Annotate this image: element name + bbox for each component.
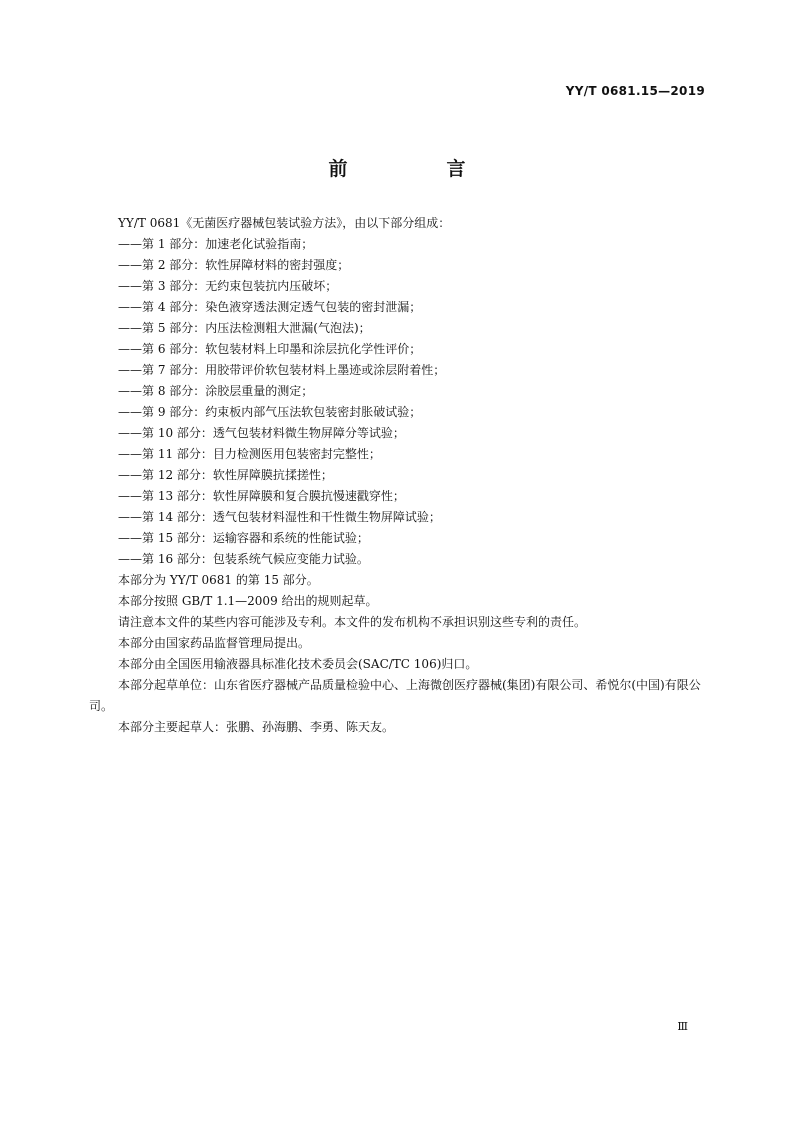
list-item: ——第 5 部分：内压法检测粗大泄漏(气泡法)； bbox=[118, 321, 371, 335]
standard-code: YY/T 0681.15—2019 bbox=[565, 84, 705, 98]
list-item: ——第 6 部分：软包装材料上印墨和涂层抗化学性评价； bbox=[118, 342, 422, 356]
paragraph: 请注意本文件的某些内容可能涉及专利。本文件的发布机构不承担识别这些专利的责任。 bbox=[118, 615, 587, 629]
list-item: ——第 9 部分：约束板内部气压法软包装密封胀破试验； bbox=[118, 405, 422, 419]
paragraph: 本部分由国家药品监督管理局提出。 bbox=[118, 636, 311, 650]
page-number: Ⅲ bbox=[677, 1020, 688, 1033]
foreword-body bbox=[89, 213, 707, 738]
list-item: ——第 4 部分：染色液穿透法测定透气包装的密封泄漏； bbox=[118, 300, 422, 314]
paragraph: 本部分为 YY/T 0681 的第 15 部分。 bbox=[118, 573, 319, 587]
parts-list bbox=[89, 234, 707, 570]
paragraph: 本部分主要起草人：张鹏、孙海鹏、李勇、陈天友。 bbox=[118, 720, 395, 734]
list-item: ——第 16 部分：包装系统气候应变能力试验。 bbox=[118, 552, 369, 566]
list-item: ——第 8 部分：涂胶层重量的测定； bbox=[118, 384, 314, 398]
intro-text: YY/T 0681《无菌医疗器械包装试验方法》，由以下部分组成： bbox=[118, 216, 451, 230]
list-item: ——第 3 部分：无约束包装抗内压破坏； bbox=[118, 279, 338, 293]
paragraph: 本部分由全国医用输液器具标准化技术委员会(SAC/TC 106)归口。 bbox=[118, 657, 478, 671]
list-item: ——第 1 部分：加速老化试验指南； bbox=[118, 237, 314, 251]
paragraph: 本部分按照 GB/T 1.1—2009 给出的规则起草。 bbox=[118, 594, 378, 608]
list-item: ——第 10 部分：透气包装材料微生物屏障分等试验； bbox=[118, 426, 405, 440]
list-item: ——第 13 部分：软性屏障膜和复合膜抗慢速戳穿性； bbox=[118, 489, 405, 503]
list-item: ——第 7 部分：用胶带评价软包装材料上墨迹或涂层附着性； bbox=[118, 363, 446, 377]
list-item: ——第 15 部分：运输容器和系统的性能试验； bbox=[118, 531, 369, 545]
list-item: ——第 12 部分：软性屏障膜抗揉搓性； bbox=[118, 468, 333, 482]
list-item: ——第 14 部分：透气包装材料湿性和干性微生物屏障试验； bbox=[118, 510, 441, 524]
paragraph: 本部分起草单位：山东省医疗器械产品质量检验中心、上海微创医疗器械(集团)有限公司、希悦尔(中国)有限公司。 bbox=[89, 678, 701, 713]
list-item: ——第 11 部分：目力检测医用包装密封完整性； bbox=[118, 447, 381, 461]
page-title: 前 言 bbox=[328, 158, 506, 180]
list-item: ——第 2 部分：软性屏障材料的密封强度； bbox=[118, 258, 350, 272]
